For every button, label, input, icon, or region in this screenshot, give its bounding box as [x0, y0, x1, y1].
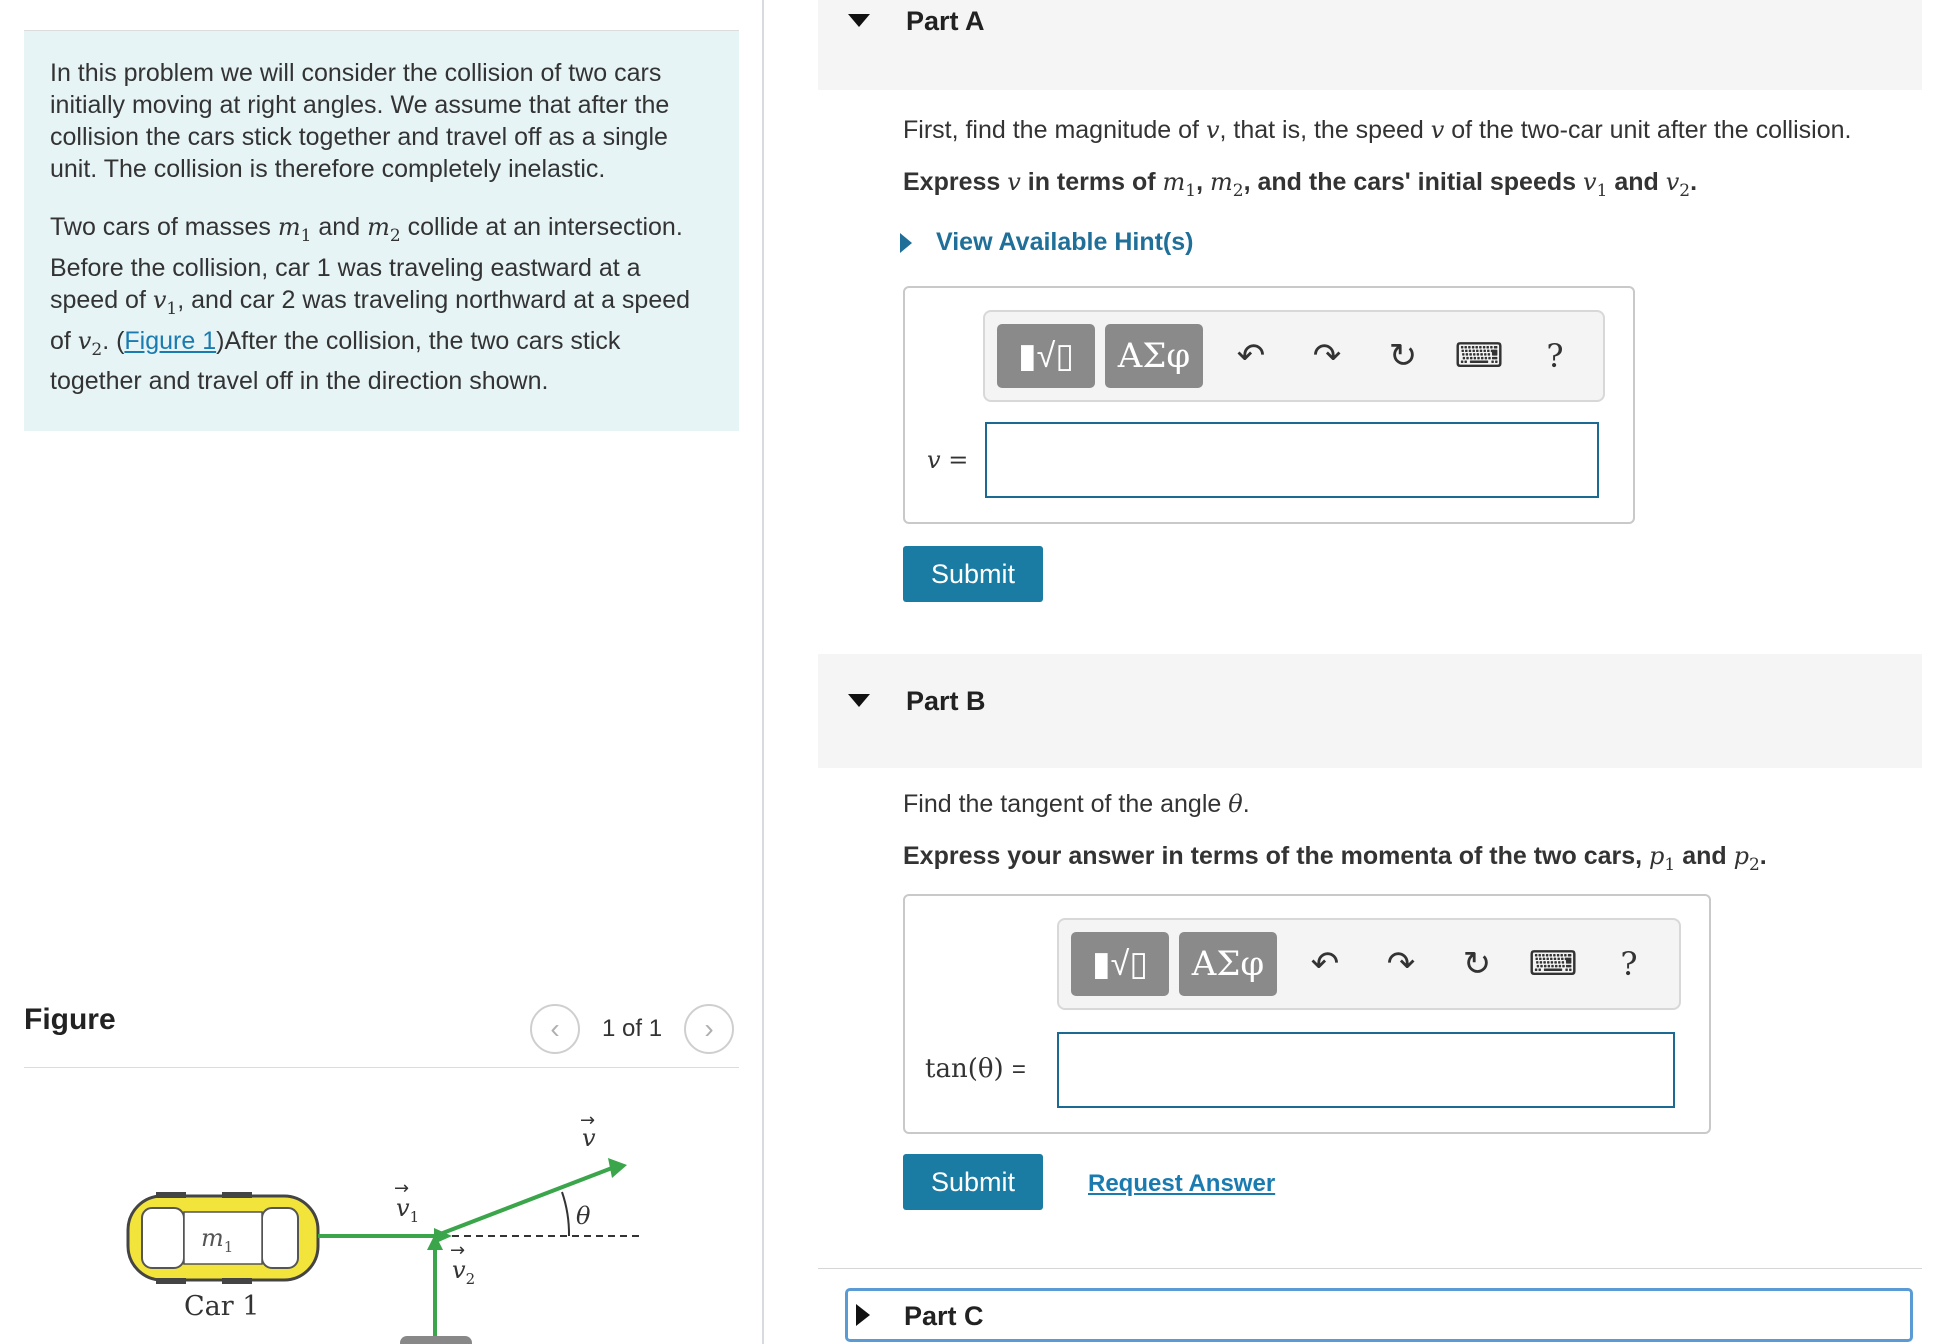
radical-template-icon: ▮√▯ [1017, 337, 1075, 375]
reset-icon[interactable]: ↻ [1462, 945, 1492, 983]
part-c-header[interactable] [845, 1288, 1913, 1342]
v-label: v [582, 1124, 596, 1152]
templates-button[interactable] [997, 324, 1095, 388]
car-1-label: Car 1 [184, 1291, 260, 1322]
v1-vector-arrow: → [394, 1178, 410, 1199]
part-b-submit-button[interactable]: Submit [903, 1154, 1043, 1210]
intro-paragraph: In this problem we will consider the collision of two cars initially moving at right angles. We assume that after the collision the cars stick together and travel off as a single unit. The collision is therefore completely inelastic. [50, 59, 670, 183]
theta-label: θ [576, 1202, 591, 1230]
part-b-answer-input[interactable] [1057, 1032, 1675, 1108]
expand-triangle-icon [856, 1304, 870, 1326]
part-a-question: First, find the magnitude of v, that is, the speed v of the two-car unit after the collision. [903, 116, 1852, 144]
collapse-triangle-icon[interactable] [848, 14, 870, 27]
help-icon[interactable]: ? [1546, 337, 1564, 375]
panel-divider [762, 0, 764, 1344]
chevron-right-icon: › [704, 1013, 714, 1044]
part-b-label: Part B [906, 686, 986, 716]
part-b-instructions: Express your answer in terms of the momenta of the two cars, $p_1$ and $p_2$. [903, 842, 1767, 875]
view-hints-toggle[interactable] [900, 228, 1193, 257]
figure-link[interactable]: Figure 1 [124, 326, 217, 355]
redo-icon[interactable]: ↷ [1312, 337, 1342, 375]
figure-title: Figure [24, 1003, 116, 1036]
expand-triangle-icon [900, 233, 912, 253]
part-a-answer-box [903, 286, 1635, 524]
figure-pager [530, 1004, 734, 1054]
theta-arc [562, 1192, 569, 1236]
part-c-label: Part C [904, 1301, 984, 1331]
car-2-drawing [400, 1336, 472, 1344]
setup-paragraph: Two cars of masses $m_1$ and $m_2$ collide at an intersection. Before the collision, car 1 was traveling eastward at a speed of $v_1$, and car 2 was traveling northward at a speed of $v_2$. (Figure 1)After the collision, the two cars stick together and travel off in the direction shown. [50, 213, 691, 396]
part-a-label: Part A [906, 6, 985, 36]
problem-panel [0, 0, 760, 1344]
part-b-question: Find the tangent of the angle θ. [903, 790, 1250, 818]
part-a-answer-input[interactable] [985, 422, 1599, 498]
part-b-math-toolbar [1057, 918, 1681, 1010]
part-a-math-toolbar [983, 310, 1605, 402]
part-a-submit-button[interactable]: Submit [903, 546, 1043, 602]
part-a-header[interactable] [818, 0, 1922, 90]
figure-prev-button[interactable] [530, 1004, 580, 1054]
resultant-arrowhead [608, 1158, 627, 1178]
v2-label: $v_2$ [452, 1256, 476, 1288]
collapse-triangle-icon[interactable] [848, 694, 870, 707]
help-icon[interactable]: ? [1620, 945, 1638, 983]
part-b-header[interactable] [818, 654, 1922, 768]
v-vector-arrow: → [580, 1110, 596, 1131]
figure-next-button[interactable] [684, 1004, 734, 1054]
keyboard-icon[interactable]: ⌨ [1528, 945, 1578, 983]
radical-template-icon: ▮√▯ [1091, 945, 1149, 983]
part-a-answer-label: v = [927, 446, 969, 474]
problem-intro-box [24, 31, 739, 431]
part-a-instructions: Express v in terms of $m_1$, $m_2$, and the cars' initial speeds $v_1$ and $v_2$. [903, 168, 1698, 201]
undo-icon[interactable]: ↶ [1310, 945, 1340, 983]
car-mass-label: $m_1$ [201, 1224, 234, 1256]
part-c-divider [818, 1268, 1922, 1269]
chevron-left-icon: ‹ [550, 1013, 560, 1044]
redo-icon[interactable]: ↷ [1386, 945, 1416, 983]
keyboard-icon[interactable]: ⌨ [1454, 337, 1504, 375]
collision-figure [24, 1068, 739, 1344]
v1-label: $v_1$ [396, 1194, 420, 1226]
reset-icon[interactable]: ↻ [1388, 337, 1418, 375]
view-hints-label: View Available Hint(s) [936, 228, 1194, 256]
request-answer-link[interactable]: Request Answer [1088, 1170, 1276, 1197]
part-b-answer-box [903, 894, 1711, 1134]
templates-button[interactable] [1071, 932, 1169, 996]
v2-vector-arrow: → [450, 1240, 466, 1261]
figure-count: 1 of 1 [602, 1015, 663, 1042]
undo-icon[interactable]: ↶ [1236, 337, 1266, 375]
part-b-answer-label: tan(θ) = [925, 1054, 1026, 1084]
greek-symbols-button[interactable]: ΑΣφ [1179, 932, 1277, 996]
greek-symbols-button[interactable]: ΑΣφ [1105, 324, 1203, 388]
